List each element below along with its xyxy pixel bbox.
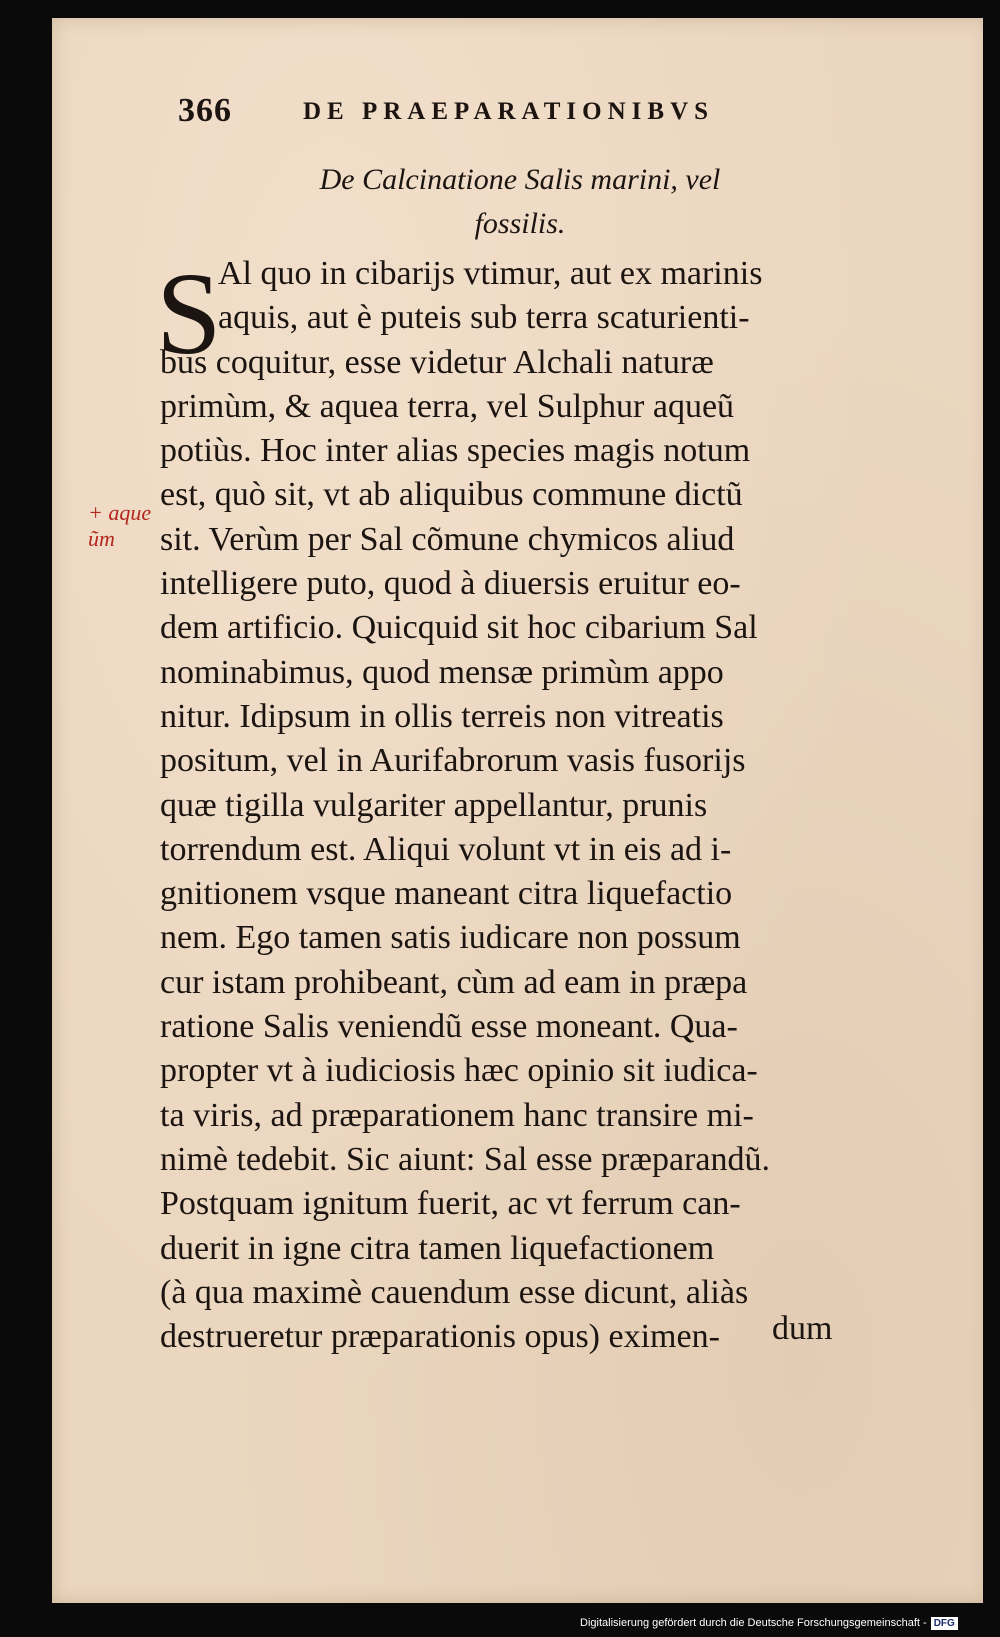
drop-cap: S xyxy=(156,248,222,379)
text-line: primùm, & aquea terra, vel Sulphur aqueũ xyxy=(160,387,735,425)
chapter-heading xyxy=(240,158,800,246)
text-line: nem. Ego tamen satis iudicare non possum xyxy=(160,919,741,957)
handwritten-marginalia xyxy=(88,500,198,552)
chapter-heading-line: De Calcinatione Salis marini, vel xyxy=(319,163,721,196)
digitization-credit-text: Digitalisierung gefördert durch die Deutsche Forschungsgemeinschaft - xyxy=(580,1617,927,1629)
text-line: (à qua maximè cauendum esse dicunt, aliàs xyxy=(160,1273,749,1311)
text-line: bus coquitur, esse videtur Alchali naturæ xyxy=(160,343,714,381)
page-edge-shadow xyxy=(983,18,989,1603)
text-line: nominabimus, quod mensæ primùm appo xyxy=(160,653,724,691)
text-line: duerit in igne citra tamen liquefactionem xyxy=(160,1229,715,1267)
running-head xyxy=(178,86,818,142)
dfg-logo: DFG xyxy=(931,1617,958,1630)
text-line: positum, vel in Aurifabrorum vasis fusorijs xyxy=(160,742,746,780)
chapter-heading-line: fossilis. xyxy=(474,207,566,240)
text-line: propter vt à iudiciosis hæc opinio sit iudica- xyxy=(160,1052,758,1090)
text-line: ratione Salis veniendũ esse moneant. Qua- xyxy=(160,1008,738,1046)
text-line: nimè tedebit. Sic aiunt: Sal esse præparandũ. xyxy=(160,1140,770,1178)
text-line: potiùs. Hoc inter alias species magis notum xyxy=(160,432,751,470)
text-line: est, quò sit, vt ab aliquibus commune dictũ xyxy=(160,476,743,514)
text-line: Postquam ignitum fuerit, ac vt ferrum can- xyxy=(160,1185,741,1223)
text-line: destrueretur præparationis opus) eximen- xyxy=(160,1318,720,1356)
text-line: quæ tigilla vulgariter appellantur, prunis xyxy=(160,786,708,824)
text-line: dem artificio. Quicquid sit hoc cibarium Sal xyxy=(160,609,758,647)
page-number: 366 xyxy=(178,92,232,129)
text-line: gnitionem vsque maneant citra liquefactio xyxy=(160,875,733,913)
text-line: sit. Verùm per Sal cõmune chymicos aliud xyxy=(160,520,735,558)
body-text xyxy=(160,252,920,1359)
text-line: intelligere puto, quod à diuersis eruitur eo- xyxy=(160,565,741,603)
marginalia-line: + aque xyxy=(88,500,152,525)
text-line: aquis, aut è puteis sub terra scaturienti- xyxy=(218,299,750,337)
text-line: cur istam prohibeant, cùm ad eam in præpa xyxy=(160,963,748,1001)
catchword: dum xyxy=(772,1310,833,1347)
text-line: ta viris, ad præparationem hanc transire mi- xyxy=(160,1096,754,1134)
text-line: torrendum est. Aliqui volunt vt in eis ad i- xyxy=(160,830,732,868)
marginalia-line: ũm xyxy=(88,526,115,551)
digitization-credit xyxy=(580,1613,995,1633)
running-title: DE PRAEPARATIONIBVS xyxy=(303,98,715,125)
text-line: nitur. Idipsum in ollis terreis non vitreatis xyxy=(160,697,724,735)
text-line: Al quo in cibarijs vtimur, aut ex marinis xyxy=(218,255,763,292)
